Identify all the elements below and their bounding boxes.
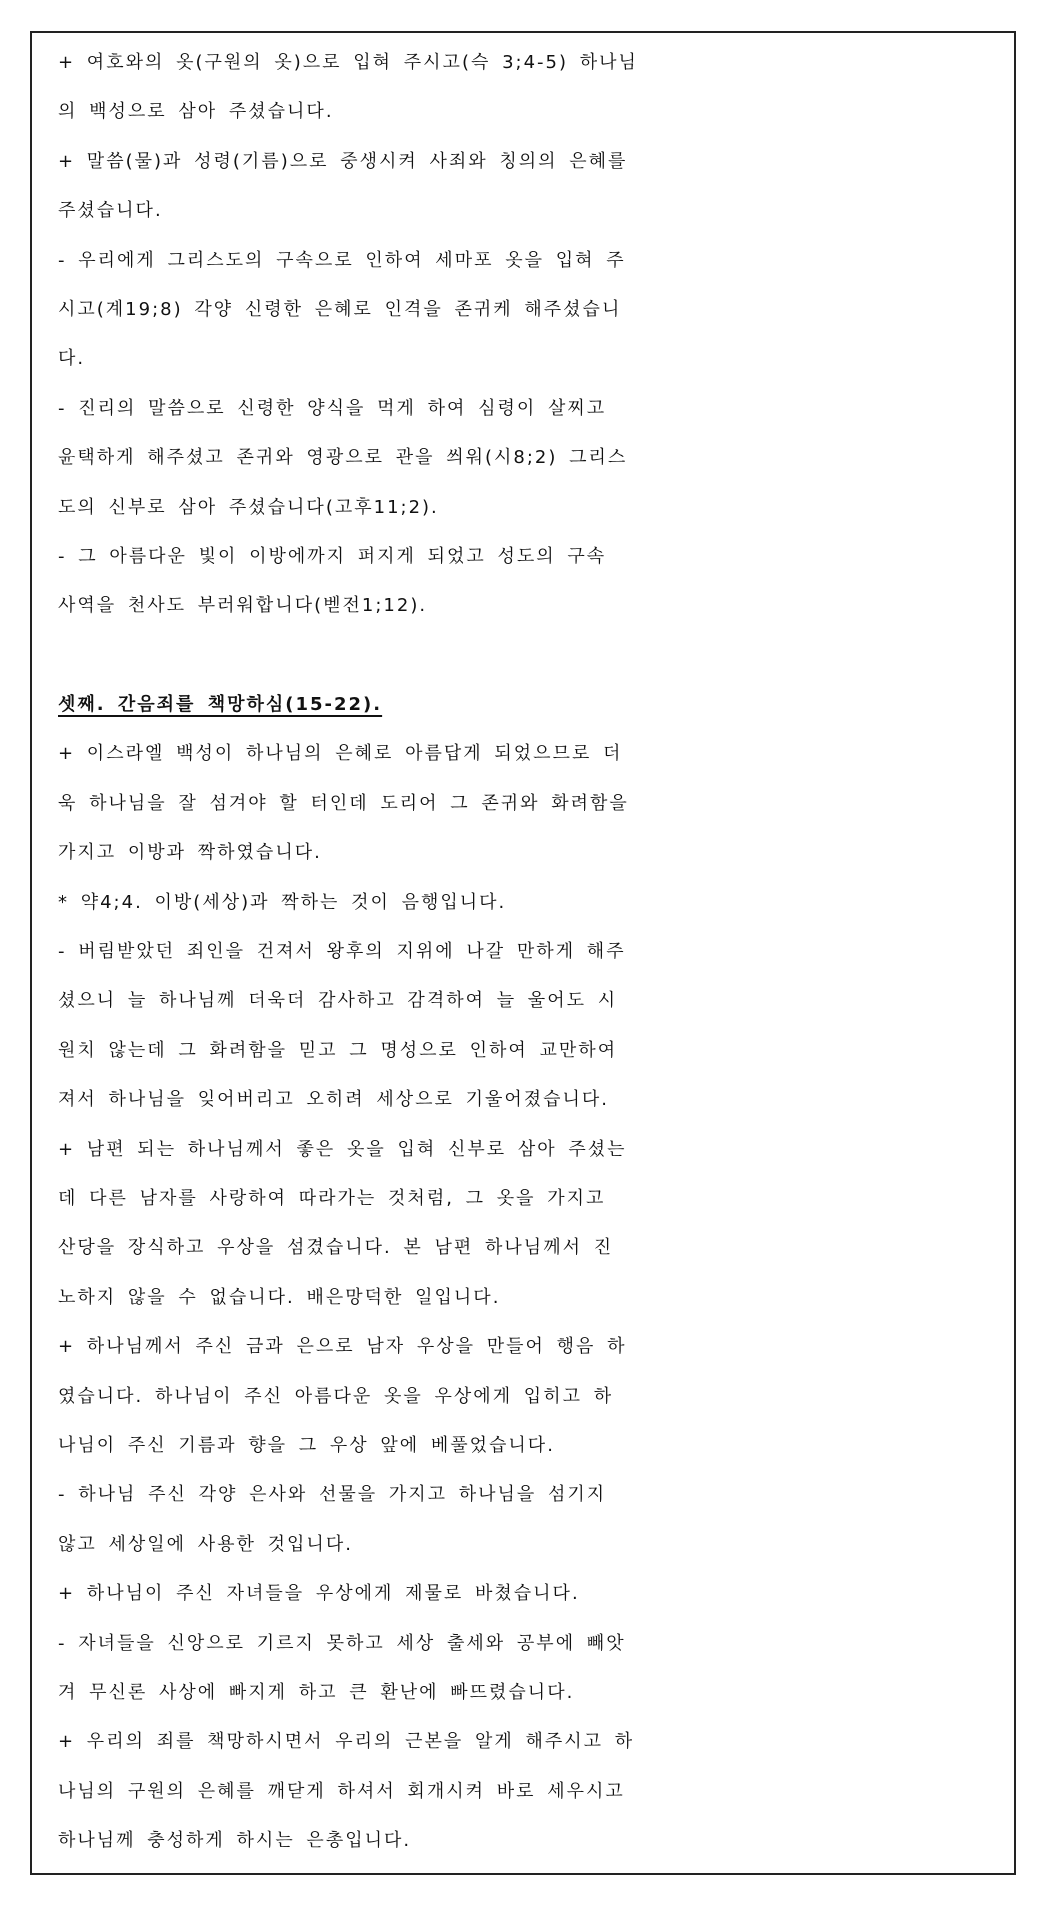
text-line: + 하나님께서 주신 금과 은으로 남자 우상을 만들어 행음 하 — [58, 1336, 627, 1358]
text-line: 나님의 구원의 은혜를 깨닫게 하셔서 회개시켜 바로 세우시고 — [58, 1780, 625, 1802]
text-line: - 진리의 말씀으로 신령한 양식을 먹게 하여 심령이 살찌고 — [58, 397, 607, 419]
text-line: 주셨습니다. — [58, 200, 163, 222]
text-line: 도의 신부로 삼아 주셨습니다(고후11;2). — [58, 496, 439, 518]
blank-line — [58, 631, 998, 680]
text-line: 다. — [58, 348, 86, 370]
text-line: 원치 않는데 그 화려함을 믿고 그 명성으로 인하여 교만하여 — [58, 1039, 618, 1061]
text-line: 데 다른 남자를 사랑하여 따라가는 것처럼, 그 옷을 가지고 — [58, 1187, 606, 1209]
text-line: + 이스라엘 백성이 하나님의 은혜로 아름답게 되었으므로 더 — [58, 743, 623, 765]
text-line: - 하나님 주신 각양 은사와 선물을 가지고 하나님을 섬기지 — [58, 1484, 607, 1506]
text-line: 노하지 않을 수 없습니다. 배은망덕한 일입니다. — [58, 1286, 501, 1308]
text-line: + 우리의 죄를 책망하시면서 우리의 근본을 알게 해주시고 하 — [58, 1731, 635, 1753]
text-line: * 약4;4. 이방(세상)과 짝하는 것이 음행입니다. — [58, 891, 507, 913]
text-line: 나님이 주신 기름과 향을 그 우상 앞에 베풀었습니다. — [58, 1434, 555, 1456]
text-line: 가지고 이방과 짝하였습니다. — [58, 842, 322, 864]
text-line: - 버림받았던 죄인을 건져서 왕후의 지위에 나갈 만하게 해주 — [58, 941, 626, 963]
text-line: - 그 아름다운 빛이 이방에까지 퍼지게 되었고 성도의 구속 — [58, 545, 607, 567]
text-line: 져서 하나님을 잊어버리고 오히려 세상으로 기울어졌습니다. — [58, 1089, 610, 1111]
text-line: 하나님께 충성하게 하시는 은총입니다. — [58, 1830, 412, 1852]
text-line: + 여호와의 옷(구원의 옷)으로 입혀 주시고(슥 3;4-5) 하나님 — [58, 52, 638, 73]
text-line: - 자녀들을 신앙으로 기르지 못하고 세상 출세와 공부에 빼앗 — [58, 1632, 626, 1654]
text-line: + 남편 되는 하나님께서 좋은 옷을 입혀 신부로 삼아 주셨는 — [58, 1138, 627, 1160]
section-heading: 셋째. 간음죄를 책망하심(15-22). — [58, 694, 383, 716]
text-line: + 하나님이 주신 자녀들을 우상에게 제물로 바쳤습니다. — [58, 1583, 580, 1605]
text-line: 않고 세상일에 사용한 것입니다. — [58, 1533, 353, 1555]
text-line: + 말씀(물)과 성령(기름)으로 중생시켜 사죄와 칭의의 은혜를 — [58, 150, 628, 172]
text-line: 셨으니 늘 하나님께 더욱더 감사하고 감격하여 늘 울어도 시 — [58, 990, 618, 1012]
text-line: 시고(계19;8) 각양 신령한 은혜로 인격을 존귀케 해주셨습니 — [58, 298, 622, 320]
text-line: 윤택하게 해주셨고 존귀와 영광으로 관을 씌워(시8;2) 그리스 — [58, 447, 628, 469]
text-line: 산당을 장식하고 우상을 섬겼습니다. 본 남편 하나님께서 진 — [58, 1237, 614, 1259]
text-line: - 우리에게 그리스도의 구속으로 인하여 세마포 옷을 입혀 주 — [58, 249, 626, 271]
text-line: 의 백성으로 삼아 주셨습니다. — [58, 101, 334, 123]
text-line: 였습니다. 하나님이 주신 아름다운 옷을 우상에게 입히고 하 — [58, 1385, 614, 1407]
text-line: 욱 하나님을 잘 섬겨야 할 터인데 도리어 그 존귀와 화려함을 — [58, 792, 629, 814]
text-line: 사역을 천사도 부러워합니다(벧전1;12). — [58, 595, 428, 617]
document-body — [58, 38, 998, 1865]
text-line: 겨 무신론 사상에 빠지게 하고 큰 환난에 빠뜨렸습니다. — [58, 1681, 575, 1703]
